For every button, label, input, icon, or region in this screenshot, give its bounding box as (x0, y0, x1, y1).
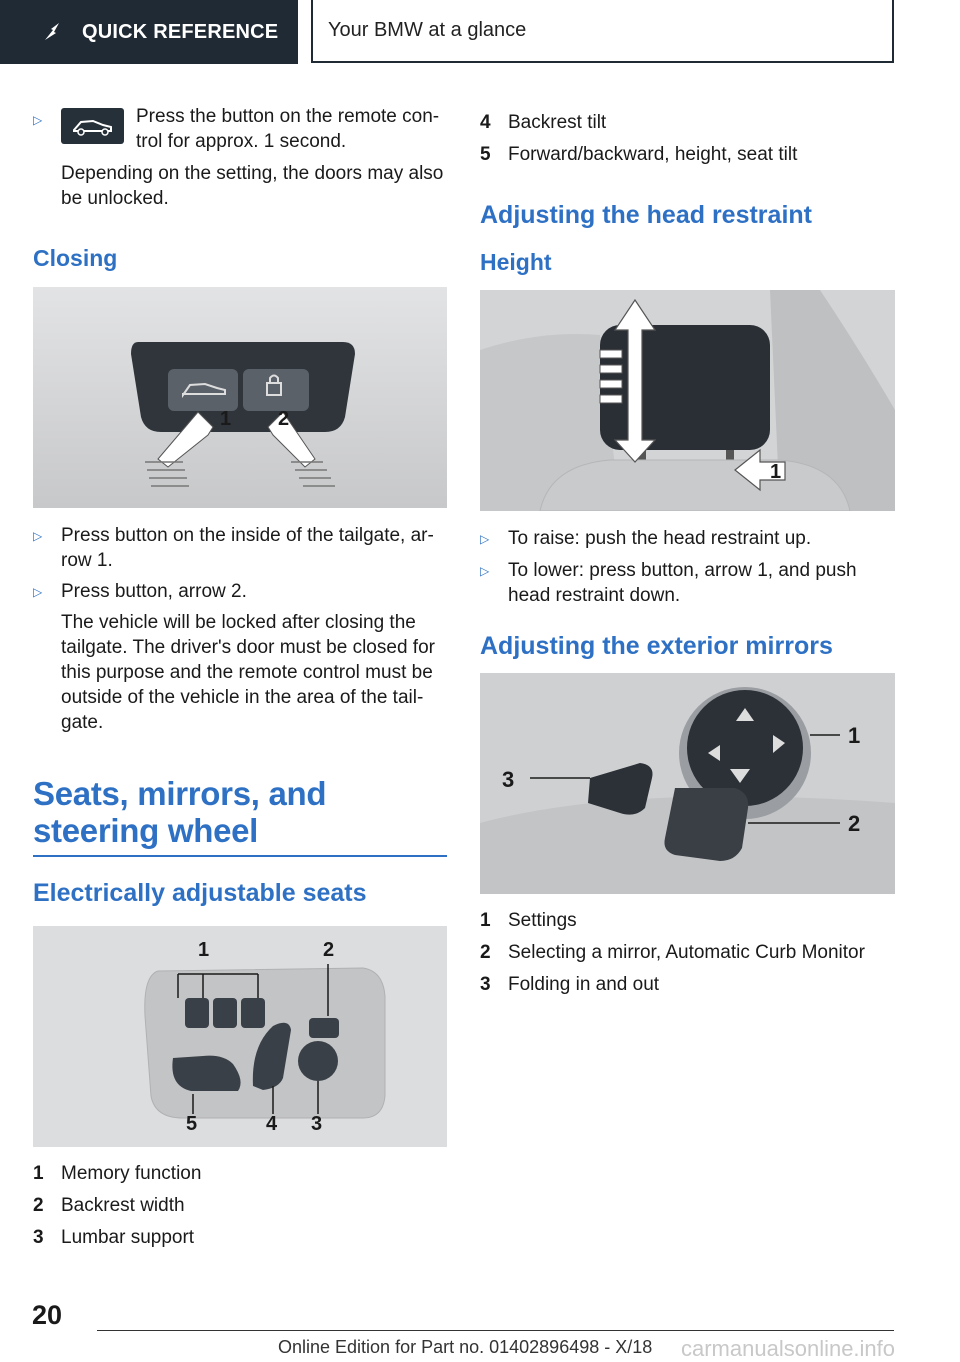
bullet-triangle-icon: ▷ (480, 564, 490, 578)
quick-reference-tab[interactable] (0, 0, 298, 64)
closing-bullet-2-text: Press button, arrow 2. (61, 581, 247, 602)
raise-bullet (480, 526, 895, 551)
legend-number: 3 (33, 1227, 44, 1248)
mirror-figure-label-2: 2 (848, 811, 861, 836)
quick-reference-icon (40, 20, 64, 44)
legend-text: Folding in and out (508, 974, 660, 995)
seat-legend-left (33, 1161, 447, 1250)
quick-reference-label: QUICK REFERENCE (82, 20, 279, 43)
mirror-legend-item (480, 908, 895, 933)
lower-bullet (480, 558, 895, 608)
exterior-mirrors-heading: Adjusting the exterior mirrors (480, 632, 833, 660)
heading-rule (33, 855, 447, 857)
seat-figure-label-4: 4 (266, 1113, 278, 1135)
remote-tailgate-text: Press the button on the remote con-trol for approx. 1 second. (136, 106, 440, 152)
left-column (33, 104, 447, 1250)
electric-seats-heading: Electrically adjustable seats (33, 879, 367, 907)
bullet-triangle-icon: ▷ (33, 113, 43, 127)
section-title-tab (311, 0, 894, 63)
mirror-figure-label-1: 1 (848, 723, 861, 748)
legend-number: 5 (480, 144, 491, 165)
footer-rule (97, 1330, 894, 1331)
bullet-triangle-icon: ▷ (33, 585, 43, 599)
section-title: Your BMW at a glance (328, 19, 527, 41)
raise-text: To raise: push the head restraint up. (508, 528, 812, 549)
legend-number: 1 (33, 1163, 44, 1184)
legend-number: 2 (33, 1195, 44, 1216)
seat-legend-item (33, 1225, 447, 1250)
legend-number: 2 (480, 942, 491, 963)
mirror-legend-item (480, 972, 895, 997)
closing-bullet-1-text: Press button on the inside of the tailgate, ar-row 1. (61, 525, 434, 571)
watermark: carmanualsonline.info (681, 1336, 896, 1361)
seat-controls-figure (33, 926, 447, 1147)
bullet-triangle-icon: ▷ (33, 529, 43, 543)
legend-text: Backrest tilt (508, 112, 607, 133)
right-column (480, 110, 895, 997)
head-restraint-figure (480, 290, 895, 511)
mirror-legend (480, 908, 895, 997)
mirror-legend-item (480, 940, 895, 965)
legend-text: Settings (508, 910, 577, 931)
closing-figure-label-1: 1 (220, 408, 232, 430)
legend-text: Lumbar support (61, 1227, 195, 1248)
closing-lock-note: The vehicle will be locked after closing the tailgate. The driver's door must be closed for this purpose and the remote control must be outside of the vehicle in the area of the tail-gate. (61, 612, 435, 733)
closing-heading: Closing (33, 245, 118, 271)
legend-number: 1 (480, 910, 491, 931)
head-restraint-heading: Adjusting the head restraint (480, 201, 812, 229)
edition-text: Online Edition for Part no. 01402896498 - X/18 (278, 1337, 653, 1357)
remote-tailgate-button-icon (61, 108, 124, 144)
remote-tailgate-bullet (33, 104, 447, 154)
bullet-triangle-icon: ▷ (480, 532, 490, 546)
closing-bullet-2 (33, 579, 447, 604)
seat-legend-item (480, 110, 895, 135)
unlock-note: Depending on the setting, the doors may also be unlocked. (61, 163, 444, 209)
seat-legend-item (480, 142, 895, 167)
closing-bullet-1 (33, 523, 447, 573)
legend-number: 3 (480, 974, 491, 995)
seat-figure-label-5: 5 (186, 1113, 198, 1135)
seat-legend-item (33, 1193, 447, 1218)
seat-figure-label-1: 1 (198, 939, 210, 961)
page-number: 20 (32, 1300, 63, 1330)
seat-figure-label-3: 3 (311, 1113, 323, 1135)
height-subheading: Height (480, 249, 552, 275)
seat-legend-item (33, 1161, 447, 1186)
head-figure-label-1: 1 (770, 461, 782, 483)
seats-mirrors-steering-heading: Seats, mirrors, and steering wheel (33, 775, 327, 849)
mirror-controls-figure (480, 673, 895, 894)
seat-figure-label-2: 2 (323, 939, 335, 961)
closing-figure (33, 287, 447, 508)
lower-text: To lower: press button, arrow 1, and push head restraint down. (508, 560, 857, 606)
closing-figure-label-2: 2 (278, 408, 290, 430)
legend-text: Backrest width (61, 1195, 185, 1216)
legend-text: Memory function (61, 1163, 202, 1184)
legend-text: Selecting a mirror, Automatic Curb Monitor (508, 942, 865, 963)
legend-text: Forward/backward, height, seat tilt (508, 144, 798, 165)
page-header (0, 0, 960, 66)
mirror-figure-label-3: 3 (502, 767, 515, 792)
legend-number: 4 (480, 112, 491, 133)
